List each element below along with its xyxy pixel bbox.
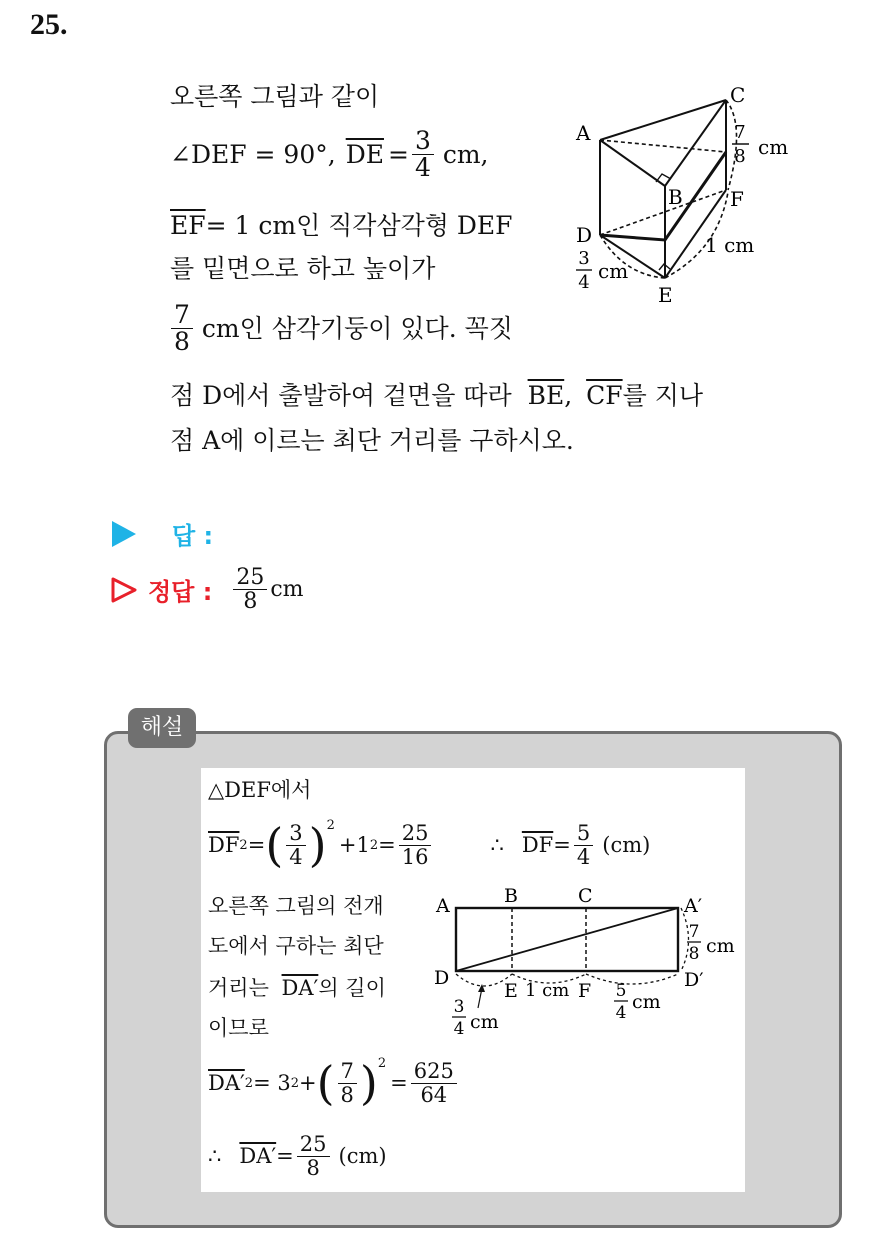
equals: = [378,833,396,857]
unit: cm [270,576,304,602]
solution-line-da-squared [208,1052,460,1114]
edge-ab [600,140,665,186]
fraction-625-64 [411,1060,457,1105]
unit: cm, [442,140,489,170]
de-num: 3 [453,997,465,1017]
fraction-25-8 [297,1133,330,1178]
numerator: 7 [171,302,193,329]
right-paren: ) [359,1056,378,1110]
problem-line-1: 오른쪽 그림과 같이 [170,82,380,111]
label-b: B [668,185,683,209]
unit: (cm) [602,833,651,857]
equals: = [387,140,409,170]
fraction-7-8 [338,1060,357,1105]
fraction-5-4 [574,822,593,867]
denominator: 64 [420,1082,448,1107]
label-a: A [576,121,591,145]
de-unit: cm [598,259,629,283]
h-num: 7 [688,922,700,942]
comma: , [564,381,573,410]
numerator: 25 [233,566,267,590]
fraction-25-8 [233,566,267,613]
plus: + [298,1071,317,1095]
unit: (cm) [338,1144,387,1168]
segment-df: $\overline{DF}$ [208,833,240,857]
fraction-7-8 [171,302,193,356]
label-c: C [578,885,593,907]
problem-line-4: 를 밑면으로 하고 높이가 [170,254,436,283]
correct-answer-label: 정답 : [148,578,213,607]
numerator: 7 [338,1060,357,1083]
problem-line-2 [170,128,489,182]
square: 2 [377,1056,387,1071]
solution-line-2 [208,814,650,876]
denominator: 8 [174,327,190,357]
denominator: 8 [340,1082,354,1107]
de-unit: cm [470,1011,499,1033]
numerator: 3 [286,822,305,845]
numerator: 25 [297,1133,330,1156]
equals: = [553,833,571,857]
square: 2 [326,818,335,833]
ef-rest: = 1 cm인 직각삼각형 DEF [205,211,513,240]
denominator: 8 [243,589,258,615]
label-f: F [730,187,744,211]
ef-length: 1 cm [525,980,570,1001]
segment-de: $\overline{DE}$ [345,140,384,170]
denominator: 8 [306,1155,320,1180]
correct-answer-row [110,566,304,613]
label-c: C [730,83,746,107]
play-triangle-icon [112,521,136,547]
segment-da-prime-line [456,908,678,971]
ef-length: 1 cm [705,233,755,257]
text-3b: 의 길이 [318,976,386,1000]
line6-b: 를 지나 [622,381,704,410]
h-den: 8 [688,944,700,964]
equals: = [276,1144,294,1168]
segment-da-prime: DA′ [239,1144,277,1168]
equals: = [247,833,266,857]
square: 2 [239,837,248,853]
line6-a: 점 D에서 출발하여 겉면을 따라 [170,381,512,410]
solution-final-line [208,1126,387,1186]
fd-num: 5 [615,981,627,1001]
solution-text-2: 도에서 구하는 최단 [208,934,384,958]
problem-number: 25. [30,8,68,41]
label-b: B [504,885,518,907]
problem-line-6 [170,383,703,408]
numerator: 625 [411,1060,457,1083]
numerator: 5 [574,822,593,845]
segment-cf: $\overline{CF}$ [586,381,623,410]
segment-be: $\overline{BE}$ [527,381,565,410]
equals: = [390,1071,408,1095]
fraction-3-4 [412,128,434,182]
label-d: D [434,967,450,989]
label-d-prime: D′ [684,969,704,991]
de-den: 4 [578,272,590,293]
arc-cf [726,100,737,190]
segment-da-prime: DA′ [208,1071,245,1095]
edge-ac [600,100,726,140]
de-num: 3 [578,248,590,269]
label-d: D [576,223,593,247]
label-e: E [504,980,518,1002]
h-unit: cm [706,935,735,957]
angle-condition: ∠DEF = 90°, [170,140,336,170]
cf-unit: cm [758,135,789,159]
solution-text-3 [208,972,386,1002]
de-den: 4 [453,1019,465,1039]
segment-df: $\overline{DF}$ [521,833,554,857]
denominator: 4 [414,153,431,183]
square: 2 [244,1075,254,1091]
arc-fd [586,974,678,984]
solution-line-1: △DEF에서 [208,778,312,802]
cf-num: 7 [734,122,746,143]
edge-bc [665,100,726,186]
square: 2 [290,1075,299,1091]
label-a: A [436,895,450,917]
outline-triangle-icon [110,576,138,604]
denominator: 4 [576,844,591,869]
label-f: F [578,980,592,1002]
solution-text-4: 이므로 [208,1016,269,1040]
plus-one: +1 [338,833,370,857]
left-paren: ( [265,818,284,872]
answer-row [112,516,213,551]
segment-ef: $\overline{EF}$ [170,211,206,240]
cf-den: 8 [734,146,746,167]
label-a-prime: A′ [684,895,703,917]
solution-badge: 해설 [128,708,196,748]
solution-text-1: 오른쪽 그림의 전개 [208,894,384,918]
path-dashed-top [600,140,726,152]
denominator: 4 [289,844,303,869]
numerator: 25 [399,822,432,845]
square: 2 [369,837,379,853]
fraction-25-16 [399,822,432,867]
segment-da-prime: DA′ [281,976,319,1000]
problem-line-5 [168,302,513,356]
fraction-3-4 [286,822,305,867]
fd-den: 4 [615,1003,627,1023]
denominator: 16 [401,844,429,869]
arc-height [681,908,689,971]
left-paren: ( [316,1056,335,1110]
correct-answer-value [230,566,303,613]
fd-unit: cm [632,991,661,1013]
right-paren: ) [308,818,327,872]
prism-figure [560,80,810,310]
therefore: ∴ [490,833,504,857]
edge-df-dashed [600,190,726,235]
therefore: ∴ [208,1144,222,1168]
answer-label: 답 : [172,522,214,550]
text-3a: 거리는 [208,976,269,1000]
numerator: 3 [412,128,434,155]
problem-line-3 [170,213,513,238]
problem-line-7: 점 A에 이르는 최단 거리를 구하시오. [170,426,574,455]
label-e: E [658,283,673,307]
net-figure [428,880,742,1040]
rhs-three: = 3 [253,1071,291,1095]
height-rest: cm인 삼각기둥이 있다. 꼭짓 [201,314,513,344]
